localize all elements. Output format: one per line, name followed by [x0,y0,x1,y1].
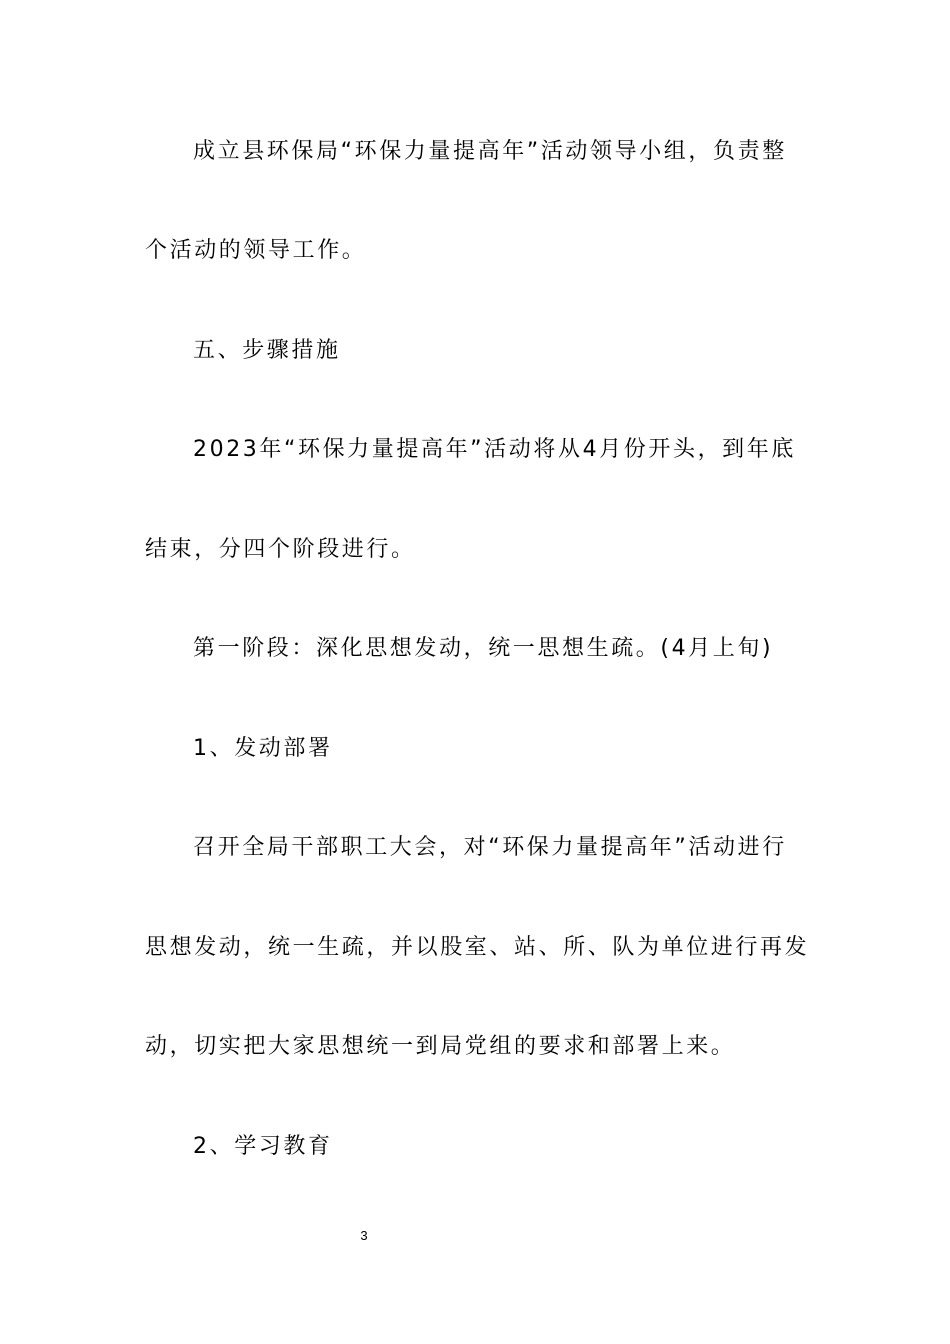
paragraph-line: 成立县环保局“环保力量提高年”活动领导小组，负责整 [193,139,787,164]
subsection-heading: 2、学习教育 [193,1134,333,1159]
section-heading: 五、步骤措施 [193,338,341,363]
paragraph-line: 召开全局干部职工大会，对“环保力量提高年”活动进行 [193,835,787,860]
paragraph-line: 结束，分四个阶段进行。 [145,537,416,562]
paragraph-line: 个活动的领导工作。 [145,238,367,263]
subsection-heading: 1、发动部署 [193,736,333,761]
paragraph-line: 动，切实把大家思想统一到局党组的要求和部署上来。 [145,1034,736,1059]
stage-heading: 第一阶段：深化思想发动，统一思想生疏。(4月上旬) [193,636,774,661]
paragraph-line: 2023年“环保力量提高年”活动将从4月份开头，到年底 [193,437,796,462]
paragraph-line: 思想发动，统一生疏，并以股室、站、所、队为单位进行再发 [145,935,810,960]
page-number: 3 [360,1228,368,1243]
